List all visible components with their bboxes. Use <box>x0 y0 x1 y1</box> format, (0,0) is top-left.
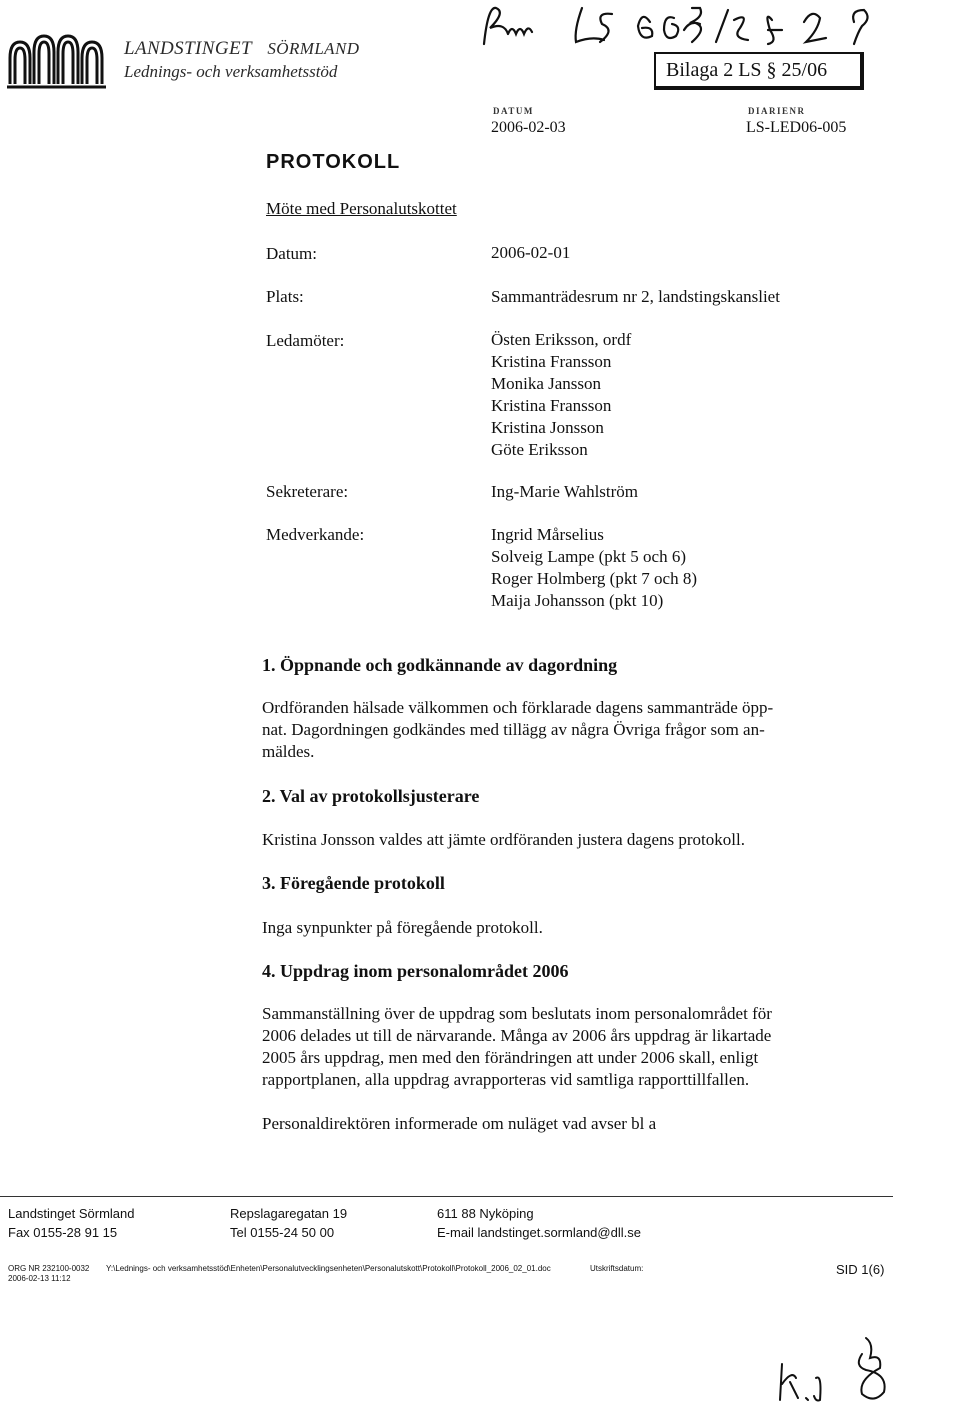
list-item: Ingrid Mårselius <box>491 525 604 544</box>
handwritten-initials-icon <box>770 1334 900 1404</box>
footer-timestamp: 2006-02-13 11:12 <box>8 1274 71 1283</box>
list-item: Kristina Fransson <box>491 396 612 415</box>
footer-fax: Fax 0155-28 91 15 <box>8 1225 118 1240</box>
org-department: Lednings- och verksamhetsstöd <box>124 62 338 81</box>
datum-meta-label: DATUM <box>493 106 534 116</box>
footer-email: E-mail landstinget.sormland@dll.se <box>437 1225 641 1240</box>
section-heading-3: 3. Föregående protokoll <box>262 873 445 893</box>
footer-org: Landstinget Sörmland <box>8 1206 135 1221</box>
bilaga-reference-box: Bilaga 2 LS § 25/06 <box>654 52 864 90</box>
diarienr-meta-label: DIARIENR <box>748 106 806 116</box>
plats-label: Plats: <box>266 287 304 306</box>
section-heading-1: 1. Öppnande och godkännande av dagordning <box>262 655 618 675</box>
section-body-3: Inga synpunkter på föregående protokoll. <box>262 918 543 937</box>
ledamoter-label: Ledamöter: <box>266 331 345 350</box>
handwritten-reference-icon <box>478 0 888 56</box>
medverkande-label: Medverkande: <box>266 525 365 544</box>
datum-label: Datum: <box>266 244 317 263</box>
sekreterare-value: Ing-Marie Wahlström <box>491 482 639 501</box>
footer-org-nr: ORG NR 232100-0032 <box>8 1264 90 1273</box>
datum-meta-value: 2006-02-03 <box>491 119 566 136</box>
section-body-4: Sammanställning över de uppdrag som beslutats inom personalområdet för 2006 delades ut till de närvarande. Många av 2006 års uppdrag är likartade 2005 års uppdrag, men med den förändringen att under 2006 skall, enligt rapportplanen, alla uppdrag avrapporteras vid samtliga rapporttillfallen. <box>262 1004 772 1089</box>
section-body-1: Ordföranden hälsade välkommen och förklarade dagens sammanträde öpp- nat. Dagordningen godkändes med tillägg av några Övriga frågor som an- mäldes. <box>262 698 774 761</box>
medverkande-list <box>491 524 697 612</box>
ledamoter-list <box>491 329 631 461</box>
list-item: Maija Johansson (pkt 10) <box>491 591 664 610</box>
page-title: PROTOKOLL <box>266 151 401 173</box>
section-heading-4: 4. Uppdrag inom personalområdet 2006 <box>262 961 569 981</box>
org-name: LANDSTINGET SÖRMLAND <box>124 38 360 59</box>
list-item: Göte Eriksson <box>491 440 588 459</box>
page-number: SID 1(6) <box>836 1262 885 1277</box>
section-body-2: Kristina Jonsson valdes att jämte ordföranden justera dagens protokoll. <box>262 830 745 849</box>
footer-file-path: Y:\Lednings- och verksamhetsstöd\Enheten\Personalutvecklingsenheten\Personalutskott\Protokoll\Protokoll_2006_02_01.doc <box>106 1264 551 1273</box>
footer-postal: 611 88 Nyköping <box>437 1206 534 1221</box>
plats-value: Sammanträdesrum nr 2, landstingskansliet <box>491 287 780 306</box>
list-item: Monika Jansson <box>491 374 602 393</box>
footer-tel: Tel 0155-24 50 00 <box>230 1225 335 1240</box>
datum-value: 2006-02-01 <box>491 243 571 262</box>
sekreterare-label: Sekreterare: <box>266 482 349 501</box>
list-item: Kristina Fransson <box>491 352 612 371</box>
list-item: Östen Eriksson, ordf <box>491 330 632 349</box>
list-item: Roger Holmberg (pkt 7 och 8) <box>491 569 698 588</box>
page-subtitle: Möte med Personalutskottet <box>266 199 457 218</box>
landstinget-logo-icon <box>6 32 110 90</box>
section-heading-2: 2. Val av protokollsjusterare <box>262 786 480 806</box>
list-item: Solveig Lampe (pkt 5 och 6) <box>491 547 686 566</box>
closing-line: Personaldirektören informerade om nuläget vad avser bl a <box>262 1114 657 1133</box>
diarienr-meta-value: LS-LED06-005 <box>746 119 847 136</box>
footer-divider <box>0 1196 893 1197</box>
list-item: Kristina Jonsson <box>491 418 604 437</box>
footer-street: Repslagaregatan 19 <box>230 1206 348 1221</box>
footer-print-label: Utskriftsdatum: <box>590 1264 644 1273</box>
